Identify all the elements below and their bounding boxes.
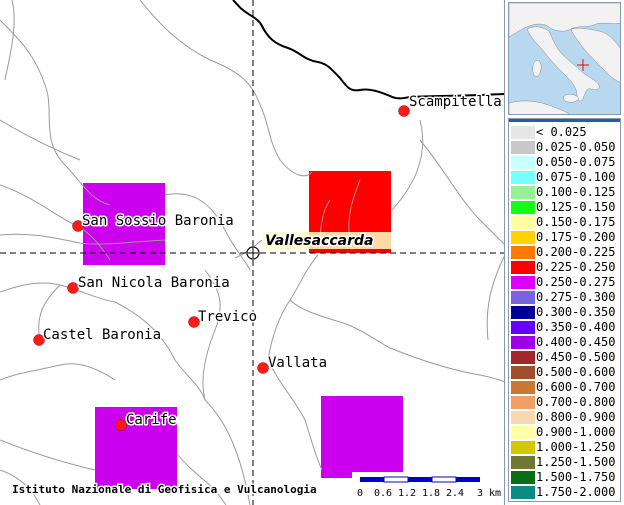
legend-swatch xyxy=(511,216,535,229)
legend-item xyxy=(509,169,621,184)
legend-item xyxy=(509,199,621,214)
legend-item xyxy=(509,184,621,199)
legend-swatch xyxy=(511,456,535,469)
hazard-cell-southeast xyxy=(321,396,403,478)
legend-label: 0.050-0.075 xyxy=(536,155,616,169)
town-label-san-sossio-baronia: San Sossio Baronia xyxy=(82,213,234,229)
legend-label: 0.250-0.275 xyxy=(536,275,616,289)
legend-swatch xyxy=(511,441,535,454)
scale-bar xyxy=(352,472,502,502)
town-label-san-nicola-baronia: San Nicola Baronia xyxy=(78,275,230,291)
legend-item xyxy=(509,349,621,364)
legend-item xyxy=(509,304,621,319)
legend-item xyxy=(509,124,621,139)
legend-swatch xyxy=(511,201,535,214)
epicenter-label: Vallesaccarda xyxy=(265,233,374,249)
legend-label: 1.500-1.750 xyxy=(536,470,616,484)
legend-swatch xyxy=(511,261,535,274)
legend-label: 0.600-0.700 xyxy=(536,380,616,394)
legend-label: 0.800-0.900 xyxy=(536,410,616,424)
legend-label: 0.225-0.250 xyxy=(536,260,616,274)
legend-swatch xyxy=(511,426,535,439)
town-label-trevico: Trevico xyxy=(198,309,258,325)
scale-tick-1: 0.6 xyxy=(374,488,393,499)
legend-item xyxy=(509,439,621,454)
legend-item xyxy=(509,424,621,439)
legend-label: 0.075-0.100 xyxy=(536,170,616,184)
town-dot-scampitella[interactable] xyxy=(399,106,410,117)
scale-tick-3: 1.8 xyxy=(422,488,441,499)
legend-item xyxy=(509,364,621,379)
legend-panel xyxy=(508,118,621,502)
legend-label: 0.500-0.600 xyxy=(536,365,616,379)
legend-label: < 0.025 xyxy=(536,125,587,139)
legend-label: 0.350-0.400 xyxy=(536,320,616,334)
legend-swatch xyxy=(511,186,535,199)
legend-swatch xyxy=(511,156,535,169)
legend-label: 0.275-0.300 xyxy=(536,290,616,304)
legend-item xyxy=(509,454,621,469)
inset-map[interactable] xyxy=(508,2,621,115)
legend-swatch xyxy=(511,486,535,499)
legend-label: 0.025-0.050 xyxy=(536,140,616,154)
legend-item xyxy=(509,214,621,229)
legend-label: 1.750-2.000 xyxy=(536,485,616,499)
town-label-vallata: Vallata xyxy=(268,355,328,371)
legend-item xyxy=(509,469,621,484)
legend-swatch xyxy=(511,291,535,304)
legend-item xyxy=(509,139,621,154)
legend-item xyxy=(509,229,621,244)
scale-tick-4: 2.4 xyxy=(446,488,465,499)
legend-label: 0.175-0.200 xyxy=(536,230,616,244)
legend-swatch xyxy=(511,231,535,244)
legend-label: 0.400-0.450 xyxy=(536,335,616,349)
legend-swatch xyxy=(511,471,535,484)
legend-label: 0.450-0.500 xyxy=(536,350,616,364)
legend-label: 0.150-0.175 xyxy=(536,215,616,229)
town-dot-san-nicola-baronia[interactable] xyxy=(68,283,79,294)
legend-label: 0.300-0.350 xyxy=(536,305,616,319)
legend-swatch xyxy=(511,141,535,154)
legend-item xyxy=(509,154,621,169)
legend-swatch xyxy=(511,306,535,319)
legend-item xyxy=(509,409,621,424)
legend-item xyxy=(509,379,621,394)
legend-label: 1.000-1.250 xyxy=(536,440,616,454)
legend-item xyxy=(509,259,621,274)
credit-text: Istituto Nazionale di Geofisica e Vulcanologia xyxy=(12,483,317,496)
legend-item xyxy=(509,319,621,334)
town-label-carife: Carife xyxy=(126,412,177,428)
legend-item xyxy=(509,484,621,499)
town-label-scampitella: Scampitella xyxy=(409,94,502,110)
legend-swatch xyxy=(511,351,535,364)
town-dot-carife[interactable] xyxy=(116,420,127,431)
inset-map-graphic xyxy=(509,3,621,115)
legend-label: 0.200-0.225 xyxy=(536,245,616,259)
legend-swatch xyxy=(511,336,535,349)
legend-swatch xyxy=(511,171,535,184)
scale-tick-2: 1.2 xyxy=(398,488,417,499)
scale-tick-5: 3 km xyxy=(477,488,502,499)
legend-item xyxy=(509,334,621,349)
legend-swatch xyxy=(511,411,535,424)
legend-item xyxy=(509,274,621,289)
legend-swatch xyxy=(511,396,535,409)
legend-header-bar xyxy=(509,119,620,122)
town-label-castel-baronia: Castel Baronia xyxy=(43,327,162,343)
legend-label: 0.125-0.150 xyxy=(536,200,616,214)
legend-item xyxy=(509,394,621,409)
legend-label: 0.700-0.800 xyxy=(536,395,616,409)
legend-label: 0.100-0.125 xyxy=(536,185,616,199)
legend-swatch xyxy=(511,366,535,379)
scale-tick-0: 0 xyxy=(357,488,364,499)
legend-swatch xyxy=(511,381,535,394)
legend-item xyxy=(509,244,621,259)
legend-label: 1.250-1.500 xyxy=(536,455,616,469)
legend-item xyxy=(509,289,621,304)
legend-swatch xyxy=(511,321,535,334)
legend-swatch xyxy=(511,276,535,289)
legend-swatch xyxy=(511,246,535,259)
legend-swatch xyxy=(511,126,535,139)
town-dot-vallata[interactable] xyxy=(258,363,269,374)
legend-label: 0.900-1.000 xyxy=(536,425,616,439)
